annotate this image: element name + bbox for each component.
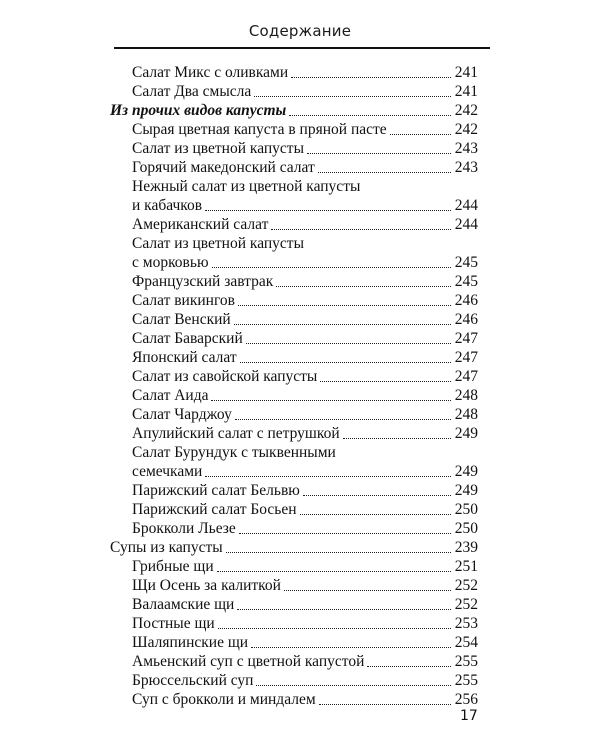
toc-entry-title: Салат Баварский: [132, 330, 243, 347]
dot-leader: [254, 96, 451, 97]
toc-entry-title: Горячий македонский салат: [132, 159, 315, 176]
toc-entry-page: 247: [454, 349, 478, 366]
toc-entry-page: 242: [454, 121, 478, 138]
dot-leader: [239, 533, 451, 534]
toc-entry-title: Из прочих видов капусты: [110, 102, 287, 119]
toc-entry: [110, 329, 478, 348]
toc-entry-page: 244: [454, 197, 478, 214]
toc-entry-page: 248: [454, 406, 478, 423]
toc-entry: [110, 405, 478, 424]
toc-entry: [110, 101, 478, 120]
toc-entry-page: 245: [454, 254, 478, 271]
dot-leader: [289, 115, 451, 116]
toc-entry: [110, 158, 478, 177]
running-head-title: Содержание: [248, 22, 352, 40]
toc-entry: [110, 424, 478, 443]
toc-entry-title: Салат из савойской капусты: [132, 368, 318, 385]
toc-entry-page: 241: [454, 83, 478, 100]
toc-entry-title: Японский салат: [132, 349, 237, 366]
dot-leader: [211, 400, 451, 401]
toc-entry: [110, 82, 478, 101]
toc-entry-title: Постные щи: [132, 615, 215, 632]
toc-entry-page: 243: [454, 140, 478, 157]
toc-entry-title: Салат из цветной капусты: [132, 235, 304, 252]
toc-entry: [110, 215, 478, 234]
dot-leader: [343, 438, 451, 439]
toc-entry: [110, 120, 478, 139]
dot-leader: [318, 172, 451, 173]
toc-entry-title: Брокколи Льезе: [132, 520, 236, 537]
dot-leader: [303, 495, 451, 496]
toc-entry-title: Французский завтрак: [132, 273, 274, 290]
dot-leader: [235, 419, 451, 420]
dot-leader: [307, 153, 451, 154]
toc-entry: [110, 690, 478, 709]
dot-leader: [319, 704, 451, 705]
page-number: 17: [460, 708, 478, 724]
toc-entry: [110, 519, 478, 538]
toc-entry-page: 239: [454, 539, 478, 556]
dot-leader: [205, 476, 451, 477]
toc-entry: [110, 234, 478, 272]
toc-entry: [110, 595, 478, 614]
toc-entry-page: 250: [454, 501, 478, 518]
toc-entry: [110, 614, 478, 633]
toc-entry-title: Грибные щи: [132, 558, 214, 575]
toc-entry-page: 246: [454, 292, 478, 309]
toc-entry-page: 248: [454, 387, 478, 404]
toc-entry: [110, 139, 478, 158]
toc-entry-title: Салат Венский: [132, 311, 231, 328]
toc-entry-title: Американский салат: [132, 216, 269, 233]
dot-leader: [212, 267, 451, 268]
dot-leader: [218, 628, 451, 629]
toc-entry: [110, 538, 478, 557]
dot-leader: [238, 305, 451, 306]
dot-leader: [390, 134, 451, 135]
toc-entry-page: 247: [454, 330, 478, 347]
toc-entry-page: 252: [454, 596, 478, 613]
toc-entry: [110, 557, 478, 576]
toc-entry: [110, 348, 478, 367]
toc-entry: [110, 576, 478, 595]
toc-entry-title: Щи Осень за калиткой: [132, 577, 281, 594]
dot-leader: [291, 77, 451, 78]
dot-leader: [234, 324, 451, 325]
toc-entry: [110, 500, 478, 519]
toc-entry: [110, 63, 478, 82]
dot-leader: [300, 514, 451, 515]
toc-entry-page: 241: [454, 64, 478, 81]
toc-entry: [110, 443, 478, 481]
toc-entry: [110, 367, 478, 386]
dot-leader: [205, 210, 451, 211]
toc-entry: [110, 671, 478, 690]
toc-entry-title: Салат Чарджоу: [132, 406, 232, 423]
toc-entry-title: Салат Микс с оливками: [132, 64, 289, 81]
toc-entry-title: Салат Бурундук с тыквенными: [132, 444, 336, 461]
toc-entry-page: 253: [454, 615, 478, 632]
toc-entry-title: Салат Аида: [132, 387, 209, 404]
toc-entry: [110, 386, 478, 405]
toc-entry-page: 255: [454, 653, 478, 670]
header-rule: [114, 47, 490, 49]
toc-entry-page: 251: [454, 558, 478, 575]
toc-entry-page: 254: [454, 634, 478, 651]
toc-entry-title: Апулийский салат с петрушкой: [132, 425, 340, 442]
toc-entry-title-continued: семечками: [132, 463, 203, 480]
dot-leader: [320, 381, 451, 382]
toc-entry-page: 247: [454, 368, 478, 385]
toc-entry-page: 242: [454, 102, 478, 119]
toc-entry-page: 243: [454, 159, 478, 176]
dot-leader: [276, 286, 451, 287]
toc-entry: [110, 652, 478, 671]
toc-entry-title-continued: с морковью: [132, 254, 209, 271]
toc-entry-title-continued: и кабачков: [132, 197, 203, 214]
toc-entry-page: 249: [454, 425, 478, 442]
toc-entry-page: 250: [454, 520, 478, 537]
toc-entry-page: 249: [454, 482, 478, 499]
toc-entry: [110, 310, 478, 329]
dot-leader: [367, 666, 451, 667]
toc-entry-title: Нежный салат из цветной капусты: [132, 178, 361, 195]
toc-entry-title: Супы из капусты: [110, 539, 223, 556]
toc-entry-title: Парижский салат Босьен: [132, 501, 297, 518]
dot-leader: [237, 609, 451, 610]
toc-entry-title: Сырая цветная капуста в пряной пасте: [132, 121, 387, 138]
toc-entry: [110, 291, 478, 310]
dot-leader: [251, 647, 451, 648]
toc-entry-page: 249: [454, 463, 478, 480]
dot-leader: [226, 552, 451, 553]
toc-entry-title: Брюссельский суп: [132, 672, 254, 689]
toc-entry-page: 246: [454, 311, 478, 328]
toc-entry: [110, 177, 478, 215]
dot-leader: [240, 362, 451, 363]
toc-entry-page: 244: [454, 216, 478, 233]
toc-entry-page: 256: [454, 691, 478, 708]
toc-entry-title: Суп с брокколи и миндалем: [132, 691, 316, 708]
toc-entry-page: 252: [454, 577, 478, 594]
toc-entry-title: Шаляпинские щи: [132, 634, 249, 651]
toc-entry-title: Валаамские щи: [132, 596, 235, 613]
dot-leader: [271, 229, 451, 230]
toc-entry-title: Салат Два смысла: [132, 83, 252, 100]
dot-leader: [284, 590, 451, 591]
toc-entry-page: 255: [454, 672, 478, 689]
toc-entry-title: Салат викингов: [132, 292, 235, 309]
toc-entry: [110, 272, 478, 291]
toc-entry-title: Салат из цветной капусты: [132, 140, 304, 157]
dot-leader: [256, 685, 451, 686]
toc-entry-title: Парижский салат Бельвю: [132, 482, 300, 499]
toc-entry: [110, 633, 478, 652]
dot-leader: [217, 571, 451, 572]
table-of-contents: [110, 63, 478, 709]
toc-entry-page: 245: [454, 273, 478, 290]
dot-leader: [246, 343, 451, 344]
toc-entry-title: Амьенский суп с цветной капустой: [132, 653, 365, 670]
toc-entry: [110, 481, 478, 500]
